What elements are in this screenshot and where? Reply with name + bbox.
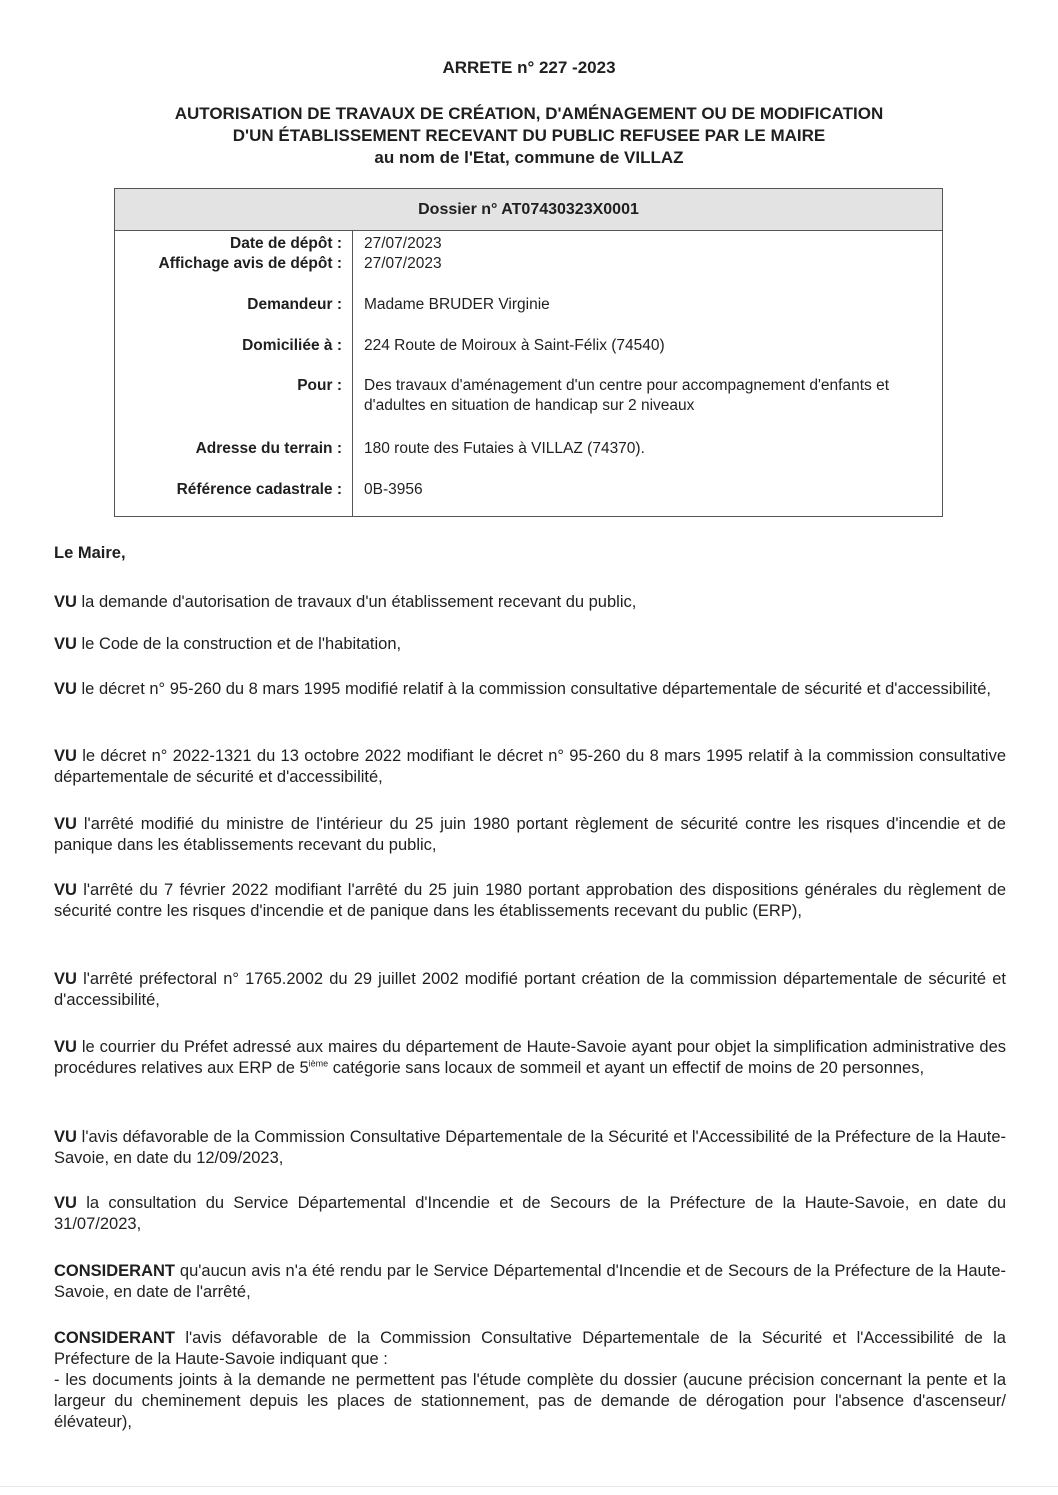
paragraph-text: l'arrêté modifié du ministre de l'intérieur du 25 juin 1980 portant règlement de sécurité contre les risques d'incendie et de panique dans les établissements recevant du public, [54, 815, 1006, 854]
vu-keyword: VU [54, 680, 77, 698]
row-label: Date de dépôt : [230, 235, 342, 252]
arrete-title [60, 103, 998, 169]
title-line-3: au nom de l'Etat, commune de VILLAZ [374, 148, 684, 167]
row-label: Référence cadastrale : [176, 481, 342, 498]
paragraph-text: le courrier du Préfet adressé aux maires du département de Haute-Savoie ayant pour objet la simplification administrative des procédures relatives aux ERP de 5 [54, 1038, 1007, 1077]
paragraph-text: le décret n° 2022-1321 du 13 octobre 2022 modifiant le décret n° 95-260 du 8 mars 1995 relatif à la commission consultative départementale de sécurité et d'accessibilité, [54, 747, 1006, 786]
row-value: Madame BRUDER Virginie [364, 296, 550, 313]
paragraph-text: le Code de la construction et de l'habitation, [81, 635, 402, 653]
considerant-paragraph [54, 1261, 1006, 1303]
row-label: Demandeur : [247, 296, 342, 313]
vu-paragraph [54, 592, 1006, 613]
vu-paragraph [54, 746, 1006, 788]
row-label: Adresse du terrain : [195, 440, 342, 457]
row-value: 27/07/2023 [364, 255, 442, 272]
paragraph-text: le décret n° 95-260 du 8 mars 1995 modifié relatif à la commission consultative départementale de sécurité et d'accessibilité, [81, 680, 991, 698]
vu-paragraph [54, 679, 1006, 700]
paragraph-text: qu'aucun avis n'a été rendu par le Service Départemental d'Incendie et de Secours de la Préfecture de la Haute-Savoie, en date de l'arrêté, [54, 1262, 1006, 1301]
considerant-paragraph [54, 1328, 1006, 1433]
dossier-table [114, 188, 943, 517]
paragraph-text-continued: catégorie sans locaux de sommeil et ayant un effectif de moins de 20 personnes, [328, 1059, 925, 1077]
considerant-keyword: CONSIDERANT [54, 1329, 176, 1347]
vu-paragraph [54, 880, 1006, 922]
vu-paragraph [54, 1127, 1006, 1169]
row-label: Domiciliée à : [242, 337, 342, 354]
page-edge [0, 1486, 1058, 1487]
vu-keyword: VU [54, 1194, 77, 1212]
dossier-number: Dossier n° AT07430323X0001 [115, 189, 942, 231]
paragraph-text: la consultation du Service Départemental d'Incendie et de Secours de la Préfecture de la Haute-Savoie, en date du 31/07/2023, [54, 1194, 1006, 1233]
vu-paragraph [54, 1193, 1006, 1235]
paragraph-text: l'avis défavorable de la Commission Consultative Départementale de la Sécurité et l'Accessibilité de la Préfecture de la Haute-Savoie indiquant que : [54, 1329, 1006, 1368]
vu-keyword: VU [54, 635, 77, 653]
paragraph-text: l'arrêté du 7 février 2022 modifiant l'arrêté du 25 juin 1980 portant approbation des dispositions générales du règlement de sécurité contre les risques d'incendie et de panique dans les établissements recevant du public (ERP), [54, 881, 1006, 920]
vu-keyword: VU [54, 881, 77, 899]
superscript: ième [308, 1058, 329, 1069]
le-maire: Le Maire, [54, 544, 126, 562]
vu-keyword: VU [54, 815, 77, 833]
row-value: 0B-3956 [364, 481, 423, 498]
bullet-item: - les documents joints à la demande ne permettent pas l'étude complète du dossier (aucune précision concernant la pente et la largeur du cheminement depuis les places de stationnement, pas de demande de dérogation pour l'absence d'ascenseur/élévateur), [54, 1371, 1006, 1431]
row-value: Des travaux d'aménagement d'un centre pour accompagnement d'enfants et d'adultes en situation de handicap sur 2 niveaux [364, 377, 890, 414]
row-value: 224 Route de Moiroux à Saint-Félix (74540) [364, 337, 665, 354]
arrete-number: ARRETE n° 227 -2023 [442, 58, 616, 77]
vu-keyword: VU [54, 747, 77, 765]
considerant-keyword: CONSIDERANT [54, 1262, 176, 1280]
title-line-1: AUTORISATION DE TRAVAUX DE CRÉATION, D'AMÉNAGEMENT OU DE MODIFICATION [174, 104, 884, 123]
vu-paragraph [54, 969, 1006, 1011]
row-label: Pour : [297, 377, 342, 394]
paragraph-text: l'avis défavorable de la Commission Consultative Départementale de la Sécurité et l'Accessibilité de la Préfecture de la Haute-Savoie, en date du 12/09/2023, [54, 1128, 1006, 1167]
row-value: 180 route des Futaies à VILLAZ (74370). [364, 440, 645, 457]
le-maire-heading [54, 543, 1006, 564]
vu-paragraph [54, 814, 1006, 856]
title-line-2: D'UN ÉTABLISSEMENT RECEVANT DU PUBLIC REFUSEE PAR LE MAIRE [232, 126, 826, 145]
table-divider [352, 230, 353, 516]
row-value: 27/07/2023 [364, 235, 442, 252]
vu-keyword: VU [54, 593, 77, 611]
row-label: Affichage avis de dépôt : [158, 255, 342, 272]
vu-keyword: VU [54, 970, 77, 988]
vu-keyword: VU [54, 1128, 77, 1146]
vu-paragraph [54, 634, 1006, 655]
paragraph-text: l'arrêté préfectoral n° 1765.2002 du 29 juillet 2002 modifié portant création de la commission départementale de sécurité et d'accessibilité, [54, 970, 1006, 1009]
paragraph-text: la demande d'autorisation de travaux d'un établissement recevant du public, [81, 593, 637, 611]
vu-keyword: VU [54, 1038, 77, 1056]
vu-paragraph [54, 1037, 1006, 1079]
